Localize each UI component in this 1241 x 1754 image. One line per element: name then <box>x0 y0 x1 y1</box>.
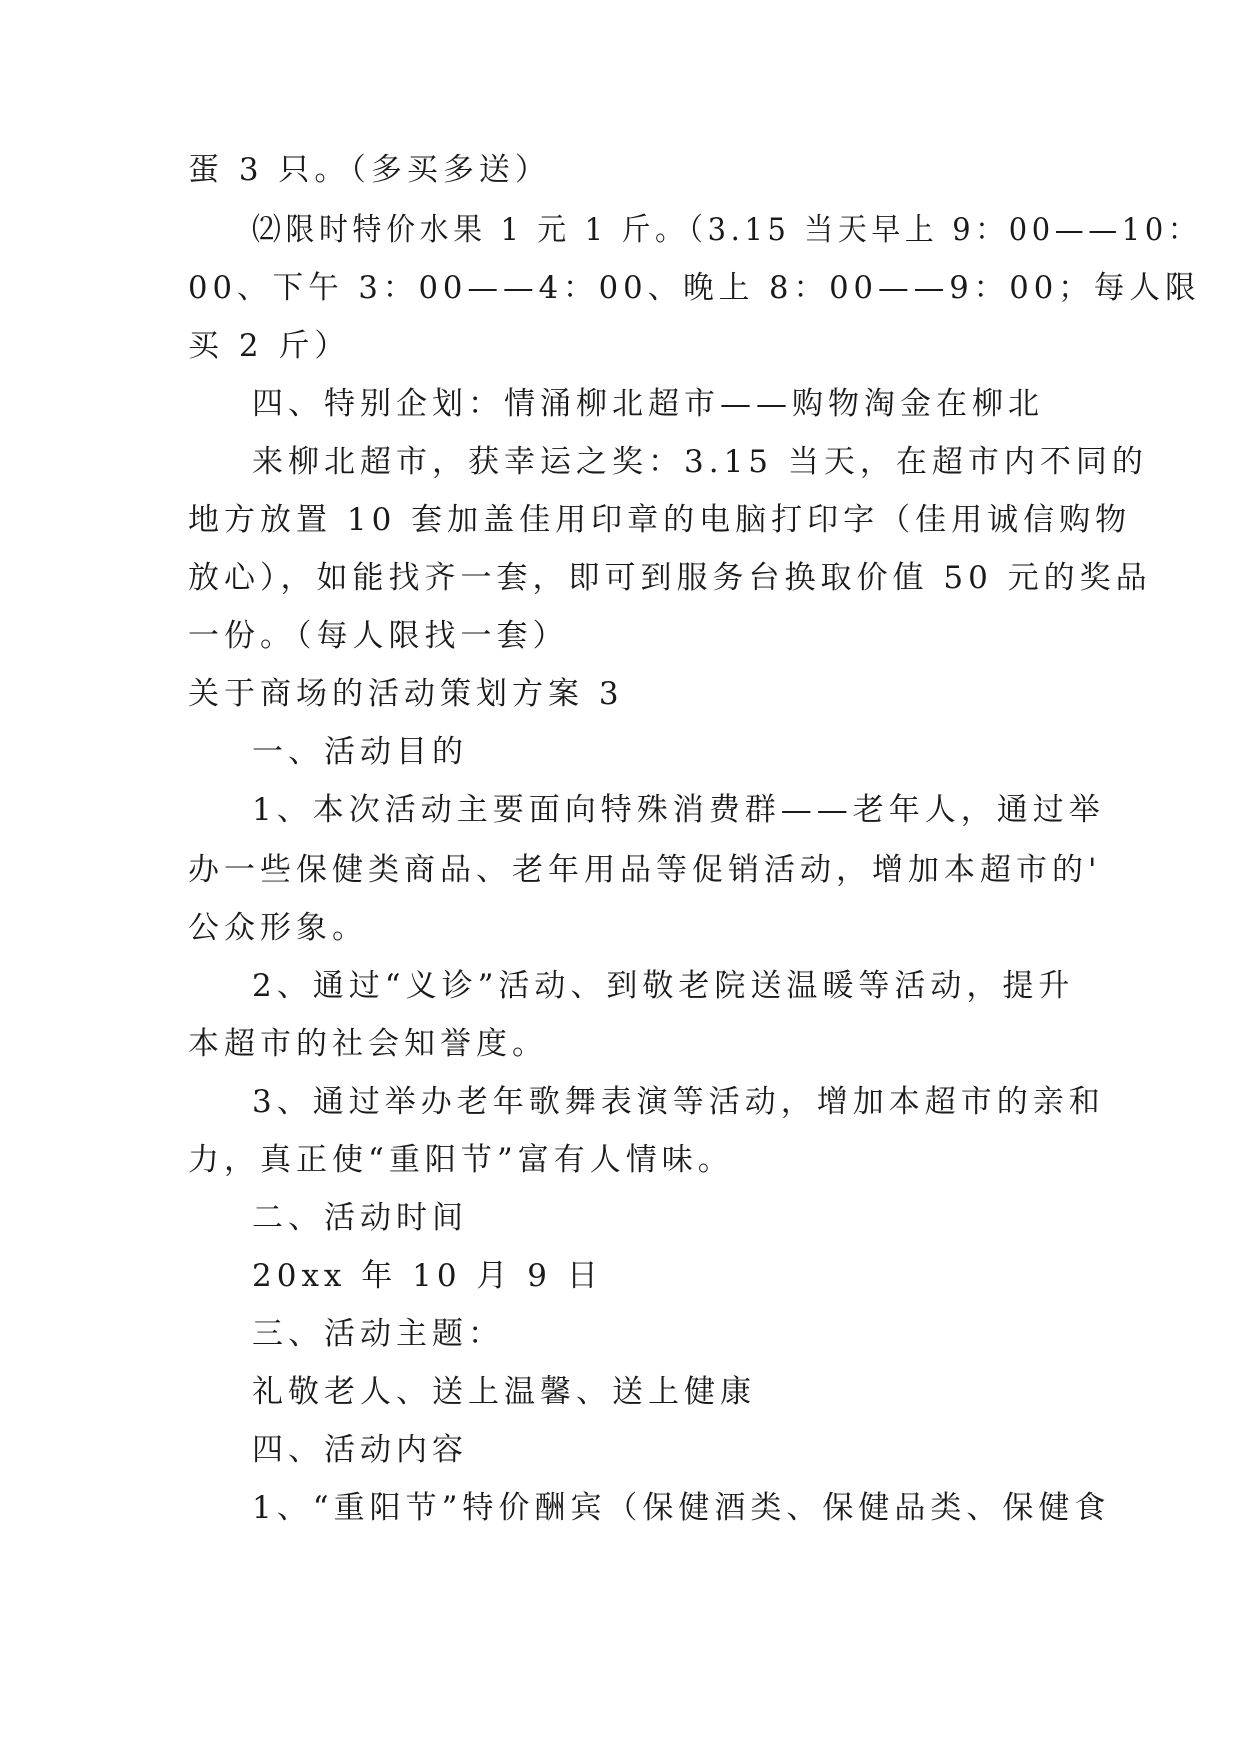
text-line: 1、本次活动主要面向特殊消费群——老年人，通过举 <box>252 792 1105 828</box>
section-heading: 一、活动目的 <box>252 734 468 770</box>
text-line: 00、下午 3：00——4：00、晚上 8：00——9：00；每人限 <box>188 270 1201 306</box>
section-heading: 二、活动时间 <box>252 1200 468 1236</box>
text-line: 2、通过“义诊”活动、到敬老院送温暖等活动，提升 <box>252 968 1075 1004</box>
text-line: 1、“重阳节”特价酬宾（保健酒类、保健品类、保健食 <box>252 1490 1111 1526</box>
text-line: 来柳北超市，获幸运之奖：3.15 当天，在超市内不同的 <box>252 444 1148 480</box>
text-line: 公众形象。 <box>188 910 368 946</box>
text-line: 放心），如能找齐一套，即可到服务台换取价值 50 元的奖品 <box>188 560 1152 596</box>
section-heading: 三、活动主题： <box>252 1316 504 1352</box>
date-line: 20xx 年 10 月 9 日 <box>252 1258 603 1294</box>
text-line: 地方放置 10 套加盖佳用印章的电脑打印字（佳用诚信购物 <box>188 502 1132 538</box>
text-line: 3、通过举办老年歌舞表演等活动，增加本超市的亲和 <box>252 1084 1105 1120</box>
section-heading: 四、活动内容 <box>252 1432 468 1468</box>
text-line: 蛋 3 只。（多买多送） <box>188 152 551 188</box>
text-line: 礼敬老人、送上温馨、送上健康 <box>252 1374 756 1410</box>
text-line: 力，真正使“重阳节”富有人情味。 <box>188 1142 734 1178</box>
text-line: 一份。（每人限找一套） <box>188 618 569 654</box>
document-title: 关于商场的活动策划方案 3 <box>188 676 624 712</box>
section-heading: 四、特别企划：情涌柳北超市——购物淘金在柳北 <box>252 386 1044 422</box>
text-line: 买 2 斤） <box>188 328 351 364</box>
text-line: 本超市的社会知誉度。 <box>188 1026 548 1062</box>
text-line: 办一些保健类商品、老年用品等促销活动，增加本超市的' <box>188 852 1102 888</box>
text-line: ⑵限时特价水果 1 元 1 斤。（3.15 当天早上 9：00——10： <box>252 212 1202 248</box>
